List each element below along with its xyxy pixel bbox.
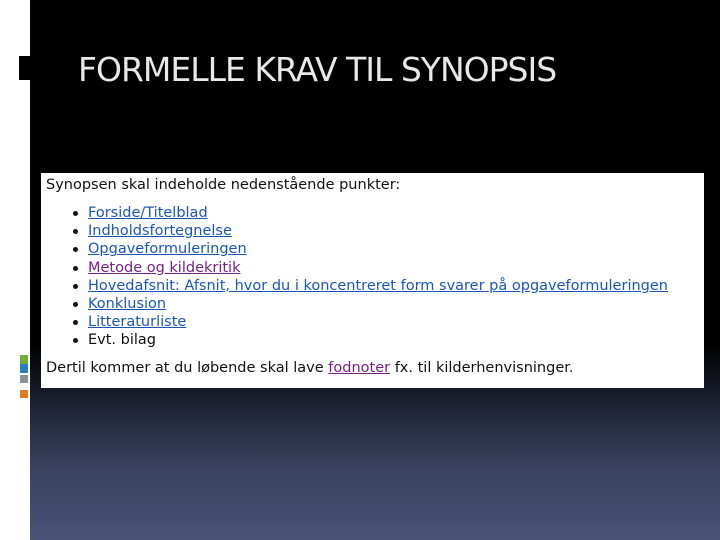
list-item-link[interactable]: Konklusion xyxy=(88,296,167,313)
accent-stripe-orange xyxy=(20,390,28,398)
list-item-link[interactable]: Litteraturliste xyxy=(88,314,187,331)
list-item-link[interactable]: Indholdsfortegnelse xyxy=(88,223,232,240)
list-item xyxy=(46,240,704,258)
bullet-dot-icon xyxy=(73,284,78,289)
bullet-dot-icon xyxy=(73,266,78,271)
accent-stripe-green xyxy=(20,355,28,364)
bullet-dot-icon xyxy=(73,302,78,307)
title-accent-square xyxy=(15,52,30,84)
list-item-link[interactable]: Forside/Titelblad xyxy=(88,205,208,221)
list-item xyxy=(46,331,704,349)
outro-text-before: Dertil kommer at du løbende skal lave xyxy=(46,359,329,376)
outro-text xyxy=(46,360,704,376)
list-item-label: Evt. bilag xyxy=(88,332,156,349)
bullet-dot-icon xyxy=(73,229,78,234)
footnotes-link[interactable]: fodnoter xyxy=(328,359,391,376)
intro-text: Synopsen skal indeholde nedenstående punkter: xyxy=(46,177,401,193)
list-item xyxy=(46,259,704,277)
bullet-dot-icon xyxy=(73,211,78,216)
requirements-list xyxy=(46,204,704,350)
list-item-link[interactable]: Opgaveformuleringen xyxy=(88,241,247,258)
accent-stripe-blue xyxy=(20,364,28,373)
accent-stripe-gray xyxy=(20,375,28,383)
list-item xyxy=(46,295,704,313)
bullet-dot-icon xyxy=(73,247,78,252)
list-item xyxy=(46,313,704,331)
list-item-link[interactable]: Metode og kildekritik xyxy=(88,259,241,276)
requirements-panel xyxy=(41,173,704,388)
bullet-dot-icon xyxy=(73,320,78,325)
list-item xyxy=(46,222,704,240)
bullet-dot-icon xyxy=(73,338,78,343)
list-item-link[interactable]: Hovedafsnit: Afsnit, hvor du i koncentreret form svarer på opgaveformuleringen xyxy=(88,277,668,294)
list-item xyxy=(46,277,704,295)
outro-text-after: fx. til kilderhenvisninger. xyxy=(390,359,574,376)
slide-title: FORMELLE KRAV TIL SYNOPSIS xyxy=(78,50,557,89)
list-item xyxy=(46,204,704,222)
